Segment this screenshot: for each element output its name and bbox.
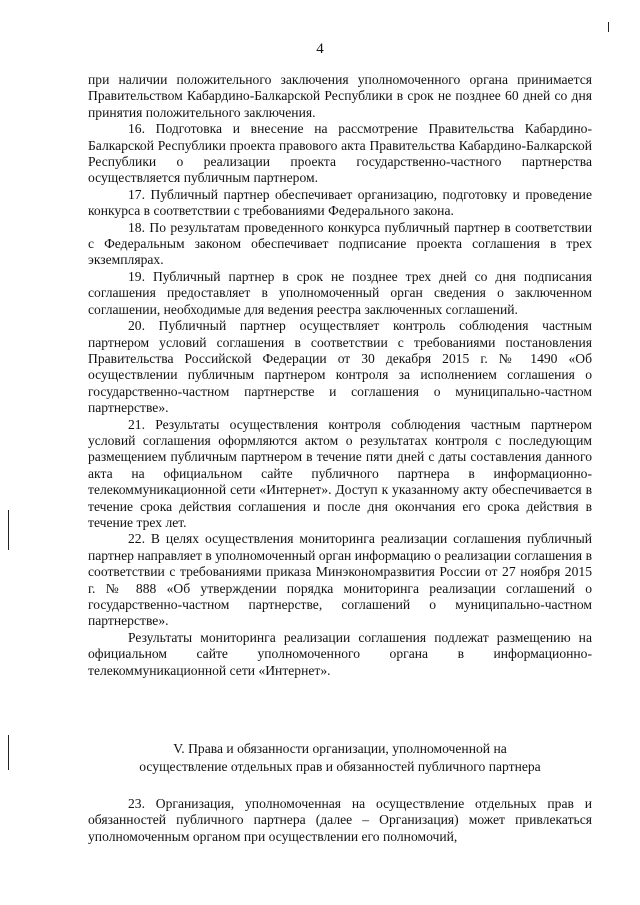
paragraph-23: 23. Организация, уполномоченная на осуществление отдельных прав и обязанностей публичного партнера (далее – Организация) может привлекаться уполномоченным органом при осуществлении его полномочий, [88, 796, 592, 844]
section-heading-line-2: осуществление отдельных прав и обязанностей публичного партнера [139, 759, 541, 774]
tail-text [88, 796, 592, 845]
paragraph-20: 20. Публичный партнер осуществляет контроль соблюдения частным партнером условий соглашения в соответствии с требованиями постановления Правительства Российской Федерации от 30 декабря 2015 г. № 1490 «Об осуществлении публичным партнером контроля за исполнением соглашения о государственно-частном партнерстве и соглашения о муниципально-частном партнерстве». [88, 318, 592, 416]
section-heading [88, 740, 592, 776]
paragraph-22: 22. В целях осуществления мониторинга реализации соглашения публичный партнер направляет в уполномоченный орган информацию о реализации соглашения в соответствии с требованиями приказа Минэкономразвития России от 27 ноября 2015 г. № 888 «Об утверждении порядка мониторинга реализации соглашений о государственно-частном партнерстве, соглашений о муниципально-частном партнерстве». [88, 531, 592, 629]
paragraph-18: 18. По результатам проведенного конкурса публичный партнер в соответствии с Федеральным законом обеспечивает подписание проекта соглашения в трех экземплярах. [88, 219, 592, 268]
scan-mark-left-2 [8, 735, 9, 770]
paragraph-monitoring-results: Результаты мониторинга реализации соглашения подлежат размещению на официальном сайте уполномоченного органа в информационно-телекоммуникационной сети «Интернет». [88, 629, 592, 678]
paragraph-continuation: при наличии положительного заключения уполномоченного органа принимается Правительством Кабардино-Балкарской Республики в срок не позднее 60 дней со дня принятия положительного заключения. [88, 72, 592, 120]
page-number: 4 [316, 41, 324, 57]
paragraph-19: 19. Публичный партнер в срок не позднее трех дней со дня подписания соглашения предоставляет в уполномоченный орган сведения о заключенном соглашении, необходимые для ведения реестра заключенных соглашений. [88, 268, 592, 317]
paragraph-21: 21. Результаты осуществления контроля соблюдения частным партнером условий соглашения оформляются актом о результатах контроля с последующим размещением публичным партнером в течение пяти дней с даты составления данного акта на официальном сайте публичного партнера в информационно-телекоммуникационной сети «Интернет». Доступ к указанному акту обеспечивается в течение срока действия соглашения и после дня окончания его срока действия в течение трех лет. [88, 416, 592, 530]
body-text [88, 72, 592, 679]
scan-mark-left-1 [8, 510, 9, 550]
paragraph-17: 17. Публичный партнер обеспечивает организацию, подготовку и проведение конкурса в соответствии с требованиями Федерального закона. [88, 186, 592, 219]
paragraph-16: 16. Подготовка и внесение на рассмотрение Правительства Кабардино-Балкарской Республики проекта правового акта Правительства Кабардино-Балкарской Республики о реализации проекта государственно-частного партнерства осуществляется публичным партнером. [88, 121, 592, 186]
section-heading-line-1: V. Права и обязанности организации, уполномоченной на [173, 741, 507, 756]
scan-mark-right-1 [608, 22, 609, 32]
